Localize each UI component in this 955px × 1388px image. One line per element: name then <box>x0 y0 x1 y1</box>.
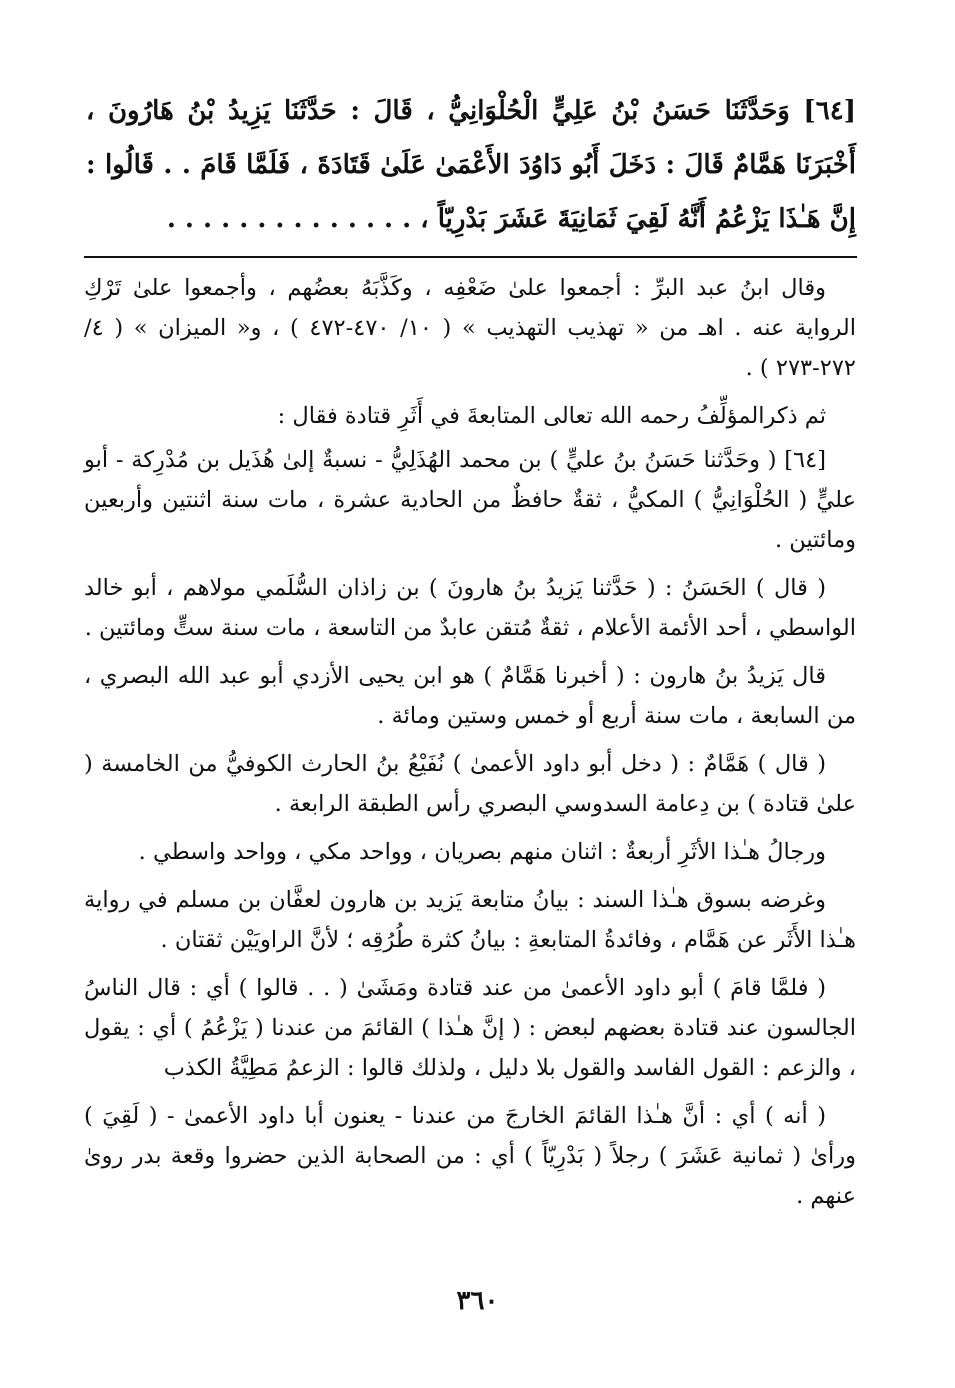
commentary-paragraph: ( قال ) الحَسَنُ : ( حَدَّثنا يَزيدُ بنُ هارونَ ) بن زاذان السُّلَمي مولاهم ، أبو خالد الواسطي ، أحد الأئمة الأعلام ، ثقةٌ مُتقن عابدٌ من التاسعة ، مات سنة ستٍّ ومائتين . <box>84 575 856 641</box>
commentary-paragraph: وقال ابنُ عبد البرِّ : أجمعوا علىٰ ضَعْفِه ، وكَذَّبَهُ بعضُهم ، وأجمعوا علىٰ تَرْكِ الرواية عنه . اهـ من « تهذيب التهذيب » ( ١٠/ ٤٧٠-٤٧٢ ) ، و« الميزان » ( ٤/ ٢٧٢-٢٧٣ ) . <box>84 275 857 381</box>
commentary-paragraph: ( فلمَّا قامَ ) أبو داود الأعمىٰ من عند قتادة ومَشَىٰ ( . . قالوا ) أي : قال الناسُ الجالسون عند قتادة بعضهم لبعض : ( إنَّ هـٰذا ) القائمَ من عندنا ( يَزْعُمُ ) أي : يقول ، والزعم : القول الفاسد والقول بلا دليل ، ولذلك قالوا : الزعمُ مَطِيَّةُ الكذب <box>84 975 856 1081</box>
commentary <box>84 268 856 1224</box>
hadith-text: [٦٤] وَحَدَّثَنَا حَسَنُ بْنُ عَلِيٍّ الْحُلْوَانِيُّ ، قَالَ : حَدَّثَنَا يَزِيدُ بْنُ هَارُونَ ، أَخْبَرَنَا هَمَّامٌ قَالَ : دَخَلَ أَبُو دَاوُدَ الأَعْمَىٰ عَلَىٰ قَتَادَةَ ، فَلَمَّا قَامَ . . قَالُوا : إِنَّ هَـٰذَا يَزْعُمُ أَنَّهُ لَقِيَ ثَمَانِيَةَ عَشَرَ بَدْرِيّاً ، . . . . . . . . . . . . . . <box>86 96 856 234</box>
page-number: ٣٦٠ <box>456 1286 499 1316</box>
commentary-paragraph: ( قال ) هَمَّامٌ : ( دخل أبو داود الأعمىٰ ) نُفَيْعُ بنُ الحارث الكوفيُّ من الخامسة ( علىٰ قتادة ) بن دِعامة السدوسي البصري رأس الطبقة الرابعة . <box>84 751 856 817</box>
commentary-paragraph: ثم ذكرالمؤلِّفُ رحمه الله تعالى المتابعةَ في أَثَرِ قتادة فقال : <box>277 403 826 429</box>
commentary-paragraph: ورجالُ هـٰذا الأثَرِ أربعةٌ : اثنان منهم بصريان ، وواحد مكي ، وواحد واسطي . <box>138 839 826 865</box>
commentary-paragraph: قال يَزيدُ بنُ هارون : ( أخبرنا هَمَّامٌ ) هو ابن يحيى الأزدي أبو عبد الله البصري ، من السابعة ، مات سنة أربع أو خمس وستين ومائة . <box>84 663 856 729</box>
commentary-paragraph: ( أنه ) أي : أنَّ هـٰذا القائمَ الخارجَ من عندنا - يعنون أبا داود الأعمىٰ - ( لَقِيَ ) ورأىٰ ( ثمانية عَشَرَ ) رجلاً ( بَدْرِيّاً ) أي : من الصحابة الذين حضروا وقعة بدر روىٰ عنهم . <box>84 1103 856 1209</box>
separator-line <box>84 256 857 258</box>
commentary-paragraph: وغرضه بسوق هـٰذا السند : بيانُ متابعة يَزيد بن هارون لعفَّان بن مسلم في رواية هـٰذا الأَثَر عن هَمَّام ، وفائدةُ المتابعةِ : بيانُ كثرة طُرُقِه ؛ لأنَّ الراويَيْن ثقتان . <box>84 887 856 953</box>
commentary-paragraph: [٦٤] ( وحَدَّثنا حَسَنُ بنُ عليٍّ ) بن محمد الهُذَلِيُّ - نسبةٌ إلىٰ هُذَيل بن مُدْرِكة - أبو عليٍّ ( الحُلْوَانِيُّ ) المكيُّ ، ثقةٌ حافظٌ من الحادية عشرة ، مات سنة اثنتين وأربعين ومائتين . <box>84 447 856 553</box>
